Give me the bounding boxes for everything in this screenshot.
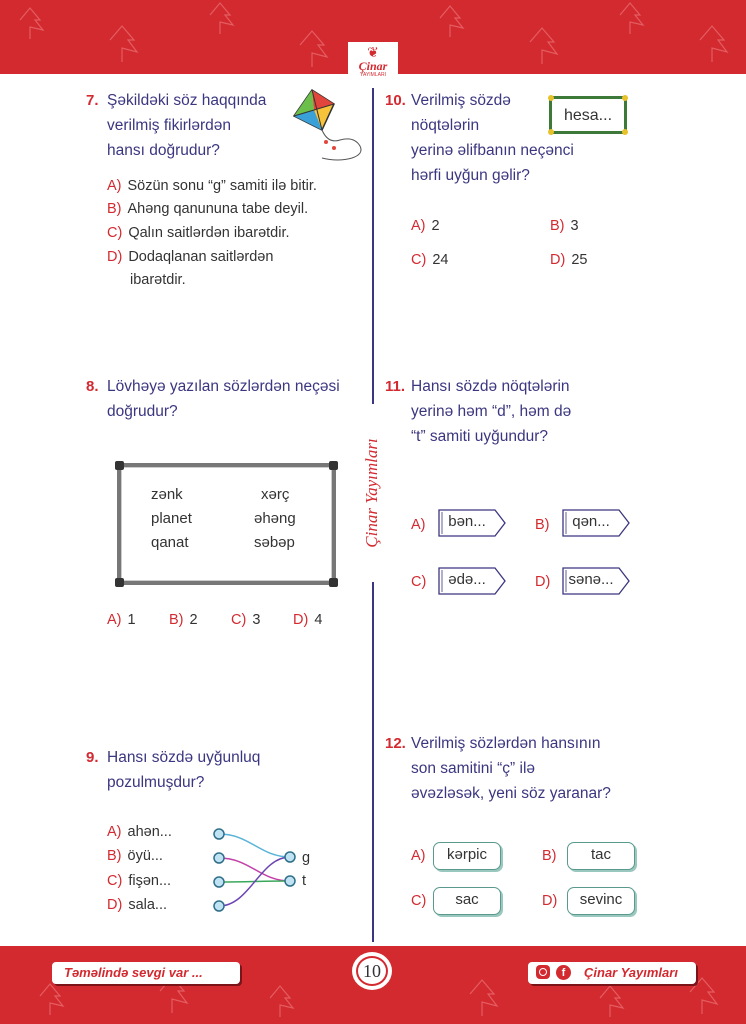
q11-option-c-label: C) <box>411 574 427 590</box>
q12-option-b[interactable]: tac <box>567 842 635 870</box>
q11-text: Hansı sözdə nöqtələrin yerinə həm “d”, həm də “t” samiti uyğundur? <box>411 378 572 445</box>
q12-text: Verilmiş sözlərdən hansının son samitini “ç” ilə əvəzləsək, yeni söz yaranar? <box>411 735 611 802</box>
q7-option-d[interactable]: D) Dodaqlanan saitlərdən <box>107 249 274 265</box>
board-word: xərç <box>261 486 290 503</box>
q12-option-c-label: C) <box>411 893 427 909</box>
q12-option-d[interactable]: sevinc <box>567 887 635 915</box>
q9-option-b[interactable]: B) öyü... <box>107 848 163 864</box>
q7-option-d-cont: ibarətdir. <box>130 272 186 288</box>
page-number: 10 <box>352 952 392 990</box>
q12-option-c[interactable]: sac <box>433 887 501 915</box>
q9-target-g: g <box>302 850 311 866</box>
q12-option-d-label: D) <box>542 893 558 909</box>
q10-word: hesa... <box>563 107 613 124</box>
q11-option-a[interactable]: bən... <box>437 508 497 536</box>
q11-option-d[interactable]: sənə... <box>561 566 621 594</box>
q10-option-c[interactable]: C) 24 <box>411 252 449 268</box>
leaf-icon: ❦ <box>367 44 379 60</box>
vertical-brand <box>348 408 396 578</box>
q12-number: 12. <box>385 735 406 752</box>
vertical-brand-text: Çinar Yayımları <box>362 438 381 548</box>
q11-number: 11. <box>385 378 406 395</box>
q7-number: 7. <box>86 92 99 109</box>
footer-social-text: Çinar Yayımları <box>584 965 678 980</box>
kite-icon <box>288 86 366 166</box>
q8-option-b[interactable]: B) 2 <box>169 612 198 628</box>
logo-sub: YAYIMLARI <box>360 72 386 78</box>
q10-option-b[interactable]: B) 3 <box>550 218 579 234</box>
q9-text: Hansı sözdə uyğunluq pozulmuşdur? <box>107 749 261 791</box>
q11-option-b-label: B) <box>535 517 550 533</box>
facebook-icon: f <box>556 965 571 980</box>
q9-number: 9. <box>86 749 99 766</box>
q10-text: Verilmiş sözdə nöqtələrin yerinə əlifbanın neçənci hərfi uyğun gəlir? <box>411 92 574 184</box>
q11-option-b[interactable]: qən... <box>561 508 621 536</box>
q12-option-a-label: A) <box>411 848 426 864</box>
q7-option-a[interactable]: A) Sözün sonu “g” samiti ilə bitir. <box>107 178 317 194</box>
matching-lines <box>210 826 300 912</box>
footer-slogan: Təməlində sevgi var ... <box>52 962 240 984</box>
q9-target-t: t <box>302 873 307 889</box>
q11-option-a-label: A) <box>411 517 426 533</box>
board-word: qanat <box>151 534 189 551</box>
q9-option-c[interactable]: C) fişən... <box>107 873 172 889</box>
q8-option-c[interactable]: C) 3 <box>231 612 261 628</box>
instagram-icon <box>536 965 550 979</box>
whiteboard <box>117 463 336 585</box>
column-divider <box>372 88 374 404</box>
q8-option-d[interactable]: D) 4 <box>293 612 323 628</box>
q10-option-d[interactable]: D) 25 <box>550 252 588 268</box>
q12-option-a[interactable]: kərpic <box>433 842 501 870</box>
q7-text: Şəkildəki söz haqqında verilmiş fikirlərdən hansı doğrudur? <box>107 92 267 159</box>
footer-social <box>528 962 696 984</box>
q8-text: Lövhəyə yazılan sözlərdən neçəsi doğrudur? <box>107 378 340 420</box>
q7-option-b[interactable]: B) Ahəng qanununa tabe deyil. <box>107 201 309 217</box>
logo-name: Çinar <box>358 59 388 73</box>
q8-option-a[interactable]: A) 1 <box>107 612 136 628</box>
board-word: planet <box>151 510 192 527</box>
q8-number: 8. <box>86 378 99 395</box>
board-word: zənk <box>151 486 183 503</box>
brand-logo <box>348 42 398 90</box>
board-word: əhəng <box>254 510 296 527</box>
q7-option-c[interactable]: C) Qalın saitlərdən ibarətdir. <box>107 225 290 241</box>
board-word: səbəp <box>254 534 295 551</box>
q9-option-d[interactable]: D) sala... <box>107 897 167 913</box>
q10-option-a[interactable]: A) 2 <box>411 218 440 234</box>
q9-option-a[interactable]: A) ahən... <box>107 824 172 840</box>
q10-word-board <box>549 96 627 134</box>
q10-number: 10. <box>385 92 406 109</box>
q11-option-d-label: D) <box>535 574 551 590</box>
column-divider <box>372 582 374 942</box>
q11-option-c[interactable]: ədə... <box>437 566 497 594</box>
q12-option-b-label: B) <box>542 848 557 864</box>
